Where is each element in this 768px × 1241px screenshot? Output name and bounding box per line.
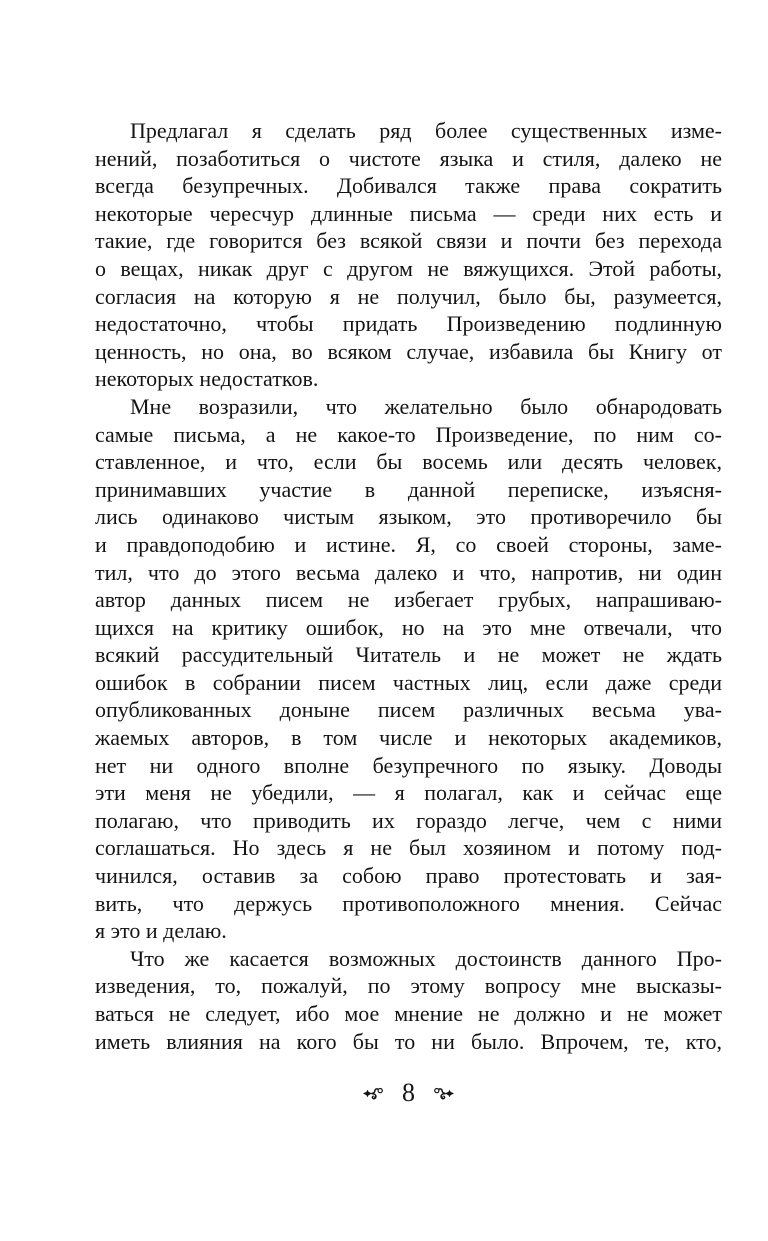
text-line: чинился, оставив за собою право протестовать и зая- (95, 863, 722, 889)
text-line: некоторые чересчур длинные письма — среди них есть и (95, 200, 722, 226)
text-line: Что же касается возможных достоинств данного Про- (130, 945, 722, 971)
text-line: соглашаться. Но здесь я не был хозяином и потому под- (95, 835, 722, 861)
text-line: самые письма, а не какое-то Произведение, по ним со- (95, 421, 722, 447)
text-line: ошибок в собрании писем частных лиц, если даже среди (95, 669, 722, 695)
text-line: всякий рассудительный Читатель и не может не ждать (95, 642, 722, 668)
text-line: ставленное, и что, если бы восемь или десять человек, (95, 449, 722, 475)
text-line: ценность, но она, во всяком случае, избавила бы Книгу от (95, 338, 722, 364)
paragraph (95, 117, 722, 393)
paragraph (95, 945, 722, 1055)
fleuron-right-icon (432, 1086, 454, 1101)
text-line: Мне возразили, что желательно было обнародовать (130, 393, 722, 419)
text-line: недостаточно, чтобы придать Произведению подлинную (95, 311, 722, 337)
paragraph (95, 393, 722, 945)
page-footer (95, 1079, 722, 1107)
text-line: опубликованных доныне писем различных весьма ува- (95, 697, 722, 723)
text-line: принимавших участие в данной переписке, изъясня- (95, 476, 722, 502)
text-line: всегда безупречных. Добивался также права сократить (95, 173, 722, 199)
text-line: иметь влияния на кого бы то ни было. Впрочем, те, кто, (95, 1028, 722, 1054)
text-line: о вещах, никак друг с другом не вяжущихся. Этой работы, (95, 255, 722, 281)
text-line: и правдоподобию и истине. Я, со своей стороны, заме- (95, 531, 722, 557)
text-line: нений, позаботиться о чистоте языка и стиля, далеко не (95, 145, 722, 171)
text-line: ваться не следует, ибо мое мнение не должно и не может (95, 1001, 722, 1026)
text-line: Предлагал я сделать ряд более существенных изме- (130, 118, 722, 143)
text-line: автор данных писем не избегает грубых, напрашиваю- (95, 587, 722, 613)
text-line: полагаю, что приводить их гораздо легче, чем с ними (95, 807, 722, 833)
text-line: лись одинаково чистым языком, это противоречило бы (95, 504, 722, 530)
text-line: некоторых недостатков. (95, 366, 319, 392)
page-number: 8 (402, 1078, 415, 1107)
text-line: такие, где говорится без всякой связи и почти без перехода (95, 228, 722, 254)
text-line: вить, что держусь противоположного мнения. Сейчас (95, 890, 722, 916)
text-line: согласия на которую я не получил, было бы, разумеется, (95, 283, 722, 309)
text-line: тил, что до этого весьма далеко и что, напротив, ни один (95, 559, 722, 585)
text-line: щихся на критику ошибок, но на это мне отвечали, что (95, 614, 722, 640)
text-line: жаемых авторов, в том числе и некоторых академиков, (95, 725, 722, 751)
text-line: изведения, то, пожалуй, по этому вопросу мне высказы- (95, 973, 722, 999)
fleuron-left-icon (363, 1086, 385, 1101)
text-line: нет ни одного вполне безупречного по языку. Доводы (95, 752, 722, 778)
text-line: эти меня не убедили, — я полагал, как и сейчас еще (95, 780, 722, 806)
text-line: я это и делаю. (95, 918, 227, 944)
page-text (95, 117, 722, 1055)
